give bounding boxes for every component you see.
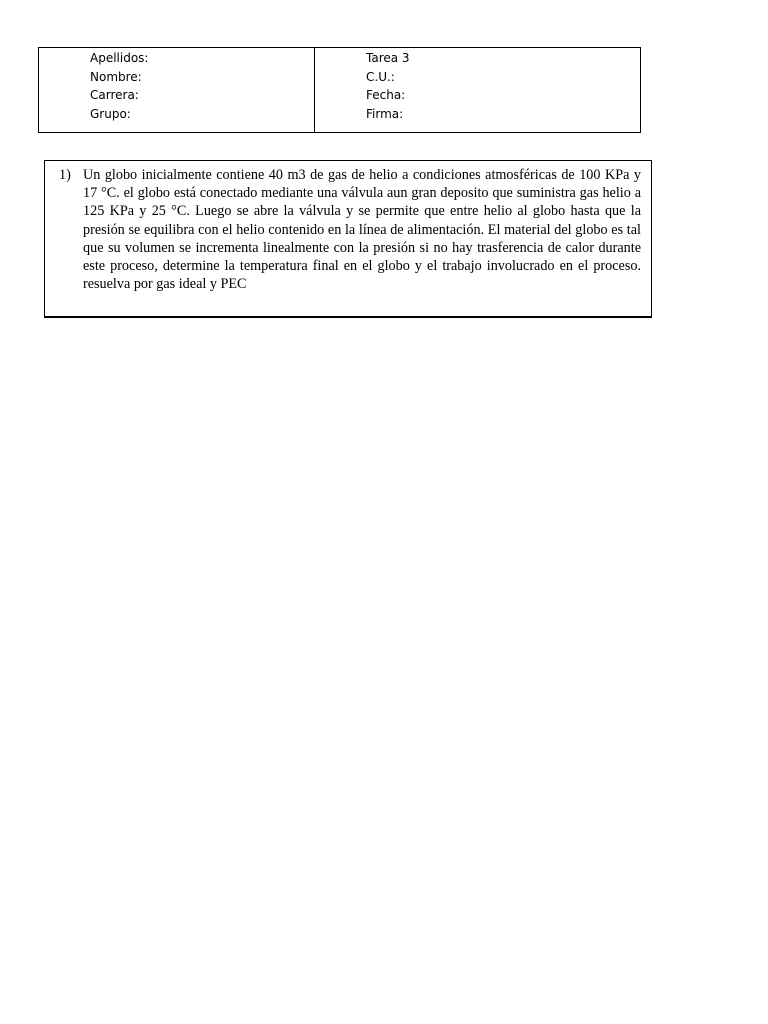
apellidos-label: Apellidos:	[90, 51, 149, 65]
student-info-left-column	[90, 49, 148, 123]
carrera-label: Carrera:	[90, 88, 139, 102]
question-number: 1)	[59, 167, 71, 183]
assignment-title: Tarea 3	[366, 51, 410, 65]
grupo-label: Grupo:	[90, 106, 131, 121]
student-info-table	[38, 47, 641, 133]
nombre-label: Nombre:	[90, 69, 142, 84]
question-text: Un globo inicialmente contiene 40 m3 de gas de helio a condiciones atmosféricas de 100 KPa y 17 °C. el globo está conectado mediante una válvula aun gran deposito que suministra gas helio a 125 KPa y 25 °C. Luego se abre la válvula y se permite que entre helio al globo hasta que la presión se equilibra con el helio contenido en la línea de alimentación. El material del globo es tal que su volumen se incrementa linealmente con la presión si no hay trasferencia de calor durante este proceso, determine la temperatura final en el globo y el trabajo involucrado en el proceso. resuelva por gas ideal y PEC	[83, 167, 641, 293]
cu-label: C.U.:	[366, 69, 395, 84]
header-column-divider	[314, 48, 315, 132]
firma-label: Firma:	[366, 106, 404, 121]
question-box	[44, 160, 652, 318]
student-info-right-column	[366, 49, 410, 123]
fecha-label: Fecha:	[366, 88, 406, 102]
